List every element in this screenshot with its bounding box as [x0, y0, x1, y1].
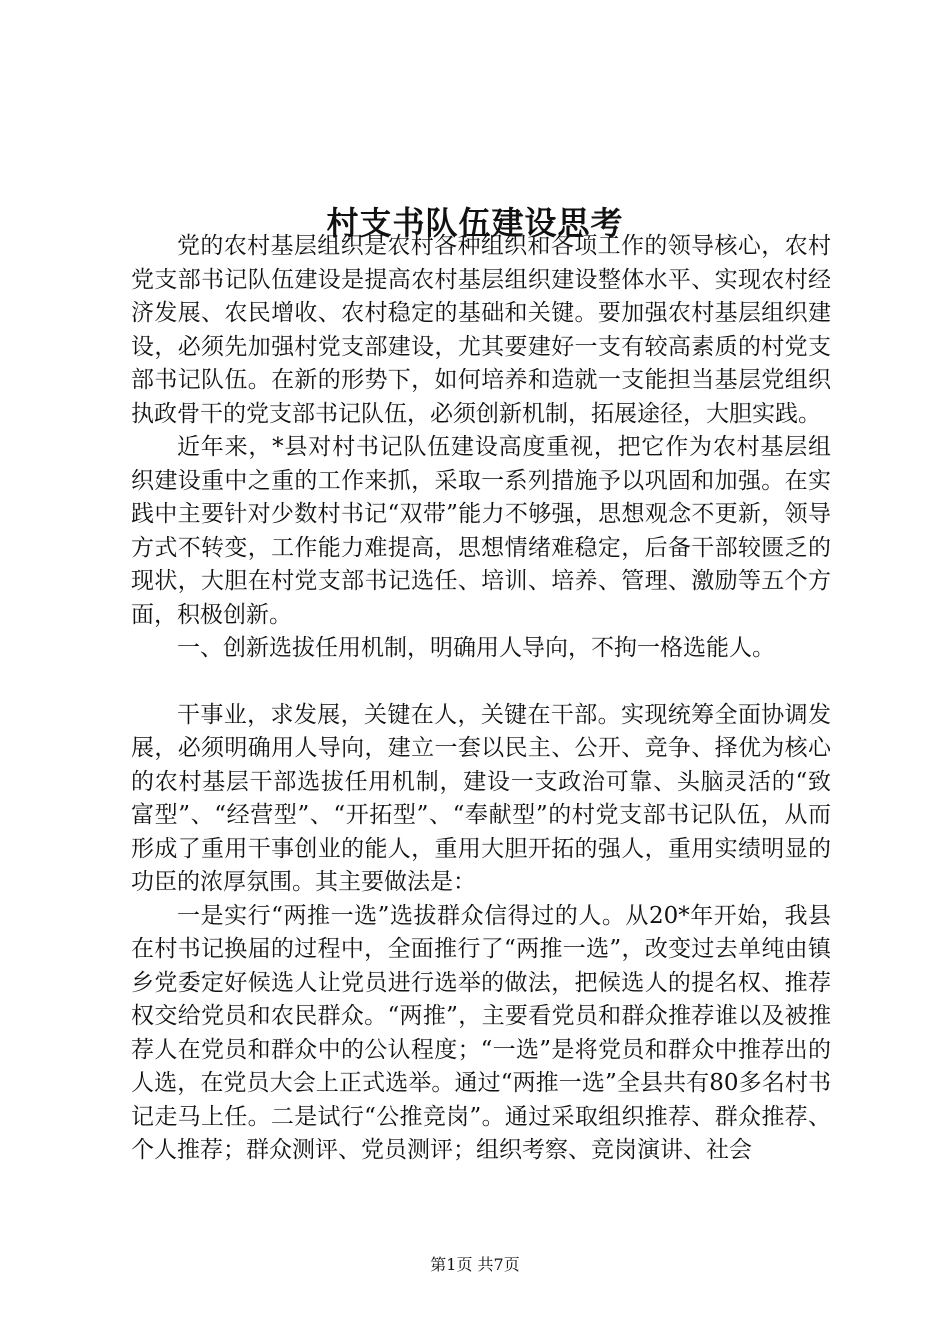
- page-footer: 第1页 共7页: [430, 1255, 520, 1274]
- section-heading-1: 一、创新选拔任用机制，明确用人导向，不拘一格选能人。: [177, 635, 775, 661]
- paragraph-two-recommend-one-select: 一是实行“两推一选”选拔群众信得过的人。从20*年开始，我县在村书记换届的过程中，全面推行了“两推一选”，改变过去单纯由镇乡党委定好候选人让党员进行选举的做法，把候选人的提名权、推荐权交给党员和农民群众。“两推”，主要看党员和群众推荐谁以及被推荐人在党员和群众中的公认程度；“一选”是将党员和群众中推荐出的人选，在党员大会上正式选举。通过“两推一选”全县共有80多名村书记走马上任。二是试行“公推竞岗”。通过采取组织推荐、群众推荐、个人推荐；群众测评、党员测评；组织考察、竞岗演讲、社会: [131, 902, 831, 1163]
- paragraph-intro: 党的农村基层组织是农村各种组织和各项工作的领导核心，农村党支部书记队伍建设是提高农村基层组织建设整体水平、实现农村经济发展、农民增收、农村稳定的基础和关键。要加强农村基层组织建设，必须先加强村党支部建设，尤其要建好一支有较高素质的村党支部书记队伍。在新的形势下，如何培养和造就一支能担当基层党组织执政骨干的党支部书记队伍，必须创新机制，拓展途径，大胆实践。: [131, 233, 831, 427]
- paragraph-selection-mechanism: 干事业，求发展，关键在人，关键在干部。实现统筹全面协调发展，必须明确用人导向，建立一套以民主、公开、竞争、择优为核心的农村基层干部选拔任用机制，建设一支政治可靠、头脑灵活的“致富型”、“经营型”、“开拓型”、“奉献型”的村党支部书记队伍，从而形成了重用干事创业的能人，重用大胆开拓的强人，重用实绩明显的功臣的浓厚氛围。其主要做法是：: [131, 701, 831, 895]
- paragraph-recent-years: 近年来，*县对村书记队伍建设高度重视，把它作为农村基层组织建设重中之重的工作来抓，采取一系列措施予以巩固和加强。在实践中主要针对少数村书记“双带”能力不够强，思想观念不更新，领导方式不转变，工作能力难提高，思想情绪难稳定，后备干部较匮乏的现状，大胆在村党支部书记选任、培训、培养、管理、激励等五个方面，积极创新。: [131, 434, 831, 628]
- document-title: 村支书队伍建设思考: [326, 204, 624, 243]
- document-body: [131, 230, 831, 1168]
